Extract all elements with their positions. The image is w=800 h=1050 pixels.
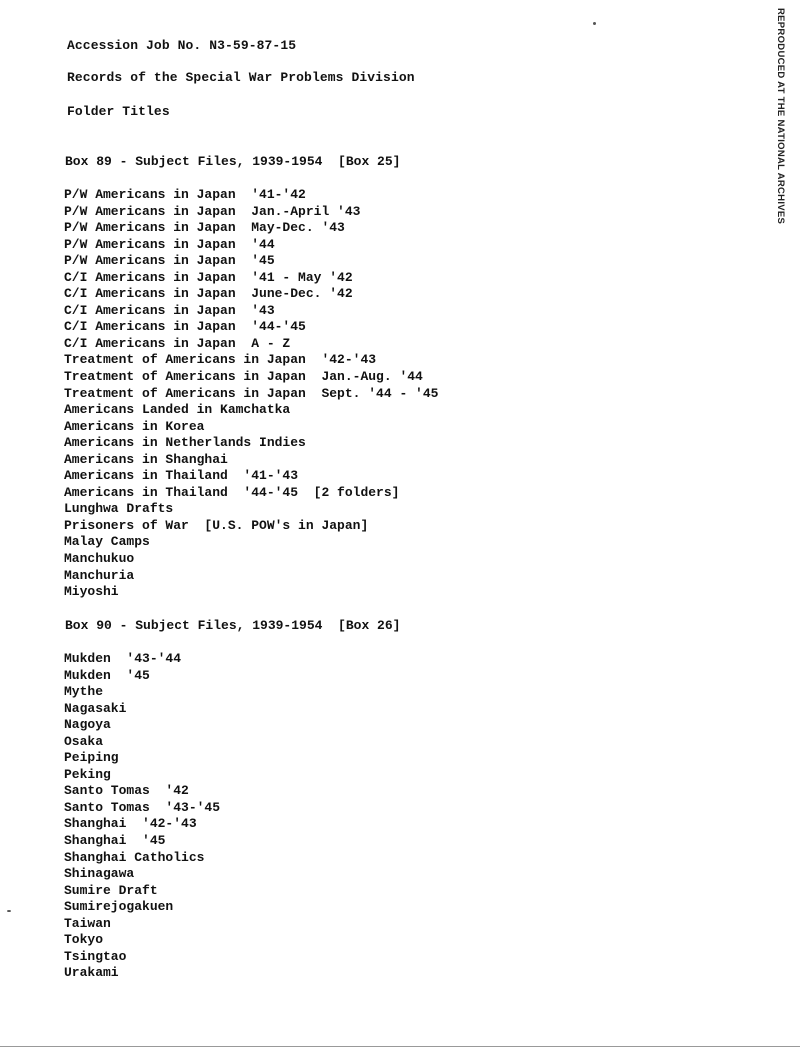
box-89-folder-list <box>64 187 438 601</box>
folder-item: Manchuria <box>64 567 135 583</box>
archives-stamp-text: REPRODUCED AT THE NATIONAL ARCHIVES <box>775 8 786 225</box>
folder-item: Shanghai '45 <box>64 833 166 849</box>
folder-item: Tokyo <box>64 932 104 948</box>
folder-item: Americans in Thailand '44-'45 [2 folders] <box>64 484 400 500</box>
box-90-folder-list <box>64 651 220 982</box>
folder-item: Americans in Netherlands Indies <box>64 435 306 451</box>
folder-item: C/I Americans in Japan '43 <box>64 302 275 318</box>
records-title: Records of the Special War Problems Division <box>67 70 415 85</box>
folder-item: Manchukuo <box>64 551 135 567</box>
folder-item: Shanghai Catholics <box>64 849 205 865</box>
folder-item: Nagoya <box>64 717 111 733</box>
folder-item: Miyoshi <box>64 584 119 600</box>
folder-item: Mukden '45 <box>64 667 150 683</box>
folder-item: Tsingtao <box>64 948 127 964</box>
folder-item: Peiping <box>64 750 119 766</box>
folder-item: Americans in Thailand '41-'43 <box>64 468 299 484</box>
accession-number: Accession Job No. N3-59-87-15 <box>67 38 297 53</box>
folder-item: Santo Tomas '42 <box>64 783 189 799</box>
folder-item: C/I Americans in Japan '44-'45 <box>64 319 306 335</box>
folder-item: Prisoners of War [U.S. POW's in Japan] <box>64 517 369 533</box>
folder-item: Mukden '43-'44 <box>64 651 182 666</box>
scan-speck <box>7 910 11 912</box>
folder-item: Treatment of Americans in Japan Sept. '44 - '45 <box>64 385 439 401</box>
folder-item: Sumire Draft <box>64 882 158 898</box>
folder-item: Peking <box>64 766 111 782</box>
box-90-heading: Box 90 - Subject Files, 1939-1954 [Box 26] <box>65 618 401 633</box>
page-bottom-edge <box>0 1046 800 1047</box>
folder-item: Santo Tomas '43-'45 <box>64 799 221 815</box>
archives-stamp <box>770 8 788 258</box>
folder-item: Taiwan <box>64 915 111 931</box>
folder-item: Sumirejogakuen <box>64 899 174 915</box>
folder-item: C/I Americans in Japan '41 - May '42 <box>64 269 353 285</box>
folder-item: Osaka <box>64 733 104 749</box>
folder-item: Treatment of Americans in Japan Jan.-Aug. '44 <box>64 369 423 385</box>
folder-item: Urakami <box>64 965 119 981</box>
folder-item: Americans in Shanghai <box>64 451 228 467</box>
folder-item: Malay Camps <box>64 534 150 550</box>
folder-item: C/I Americans in Japan June-Dec. '42 <box>64 286 353 302</box>
folder-item: Mythe <box>64 684 104 700</box>
box-89-heading: Box 89 - Subject Files, 1939-1954 [Box 25] <box>65 154 401 169</box>
folder-item: P/W Americans in Japan '45 <box>64 253 275 269</box>
folder-item: Americans in Korea <box>64 418 205 434</box>
folder-item: Shanghai '42-'43 <box>64 816 197 832</box>
folder-item: Lunghwa Drafts <box>64 501 174 517</box>
folder-titles-heading: Folder Titles <box>67 104 170 119</box>
folder-item: Shinagawa <box>64 866 135 882</box>
folder-item: P/W Americans in Japan '41-'42 <box>64 187 306 202</box>
folder-item: Nagasaki <box>64 700 127 716</box>
folder-item: P/W Americans in Japan May-Dec. '43 <box>64 220 345 236</box>
folder-item: P/W Americans in Japan Jan.-April '43 <box>64 203 361 219</box>
folder-item: P/W Americans in Japan '44 <box>64 236 275 252</box>
folder-item: C/I Americans in Japan A - Z <box>64 335 291 351</box>
folder-item: Americans Landed in Kamchatka <box>64 402 291 418</box>
scan-speck <box>593 22 596 25</box>
folder-item: Treatment of Americans in Japan '42-'43 <box>64 352 377 368</box>
